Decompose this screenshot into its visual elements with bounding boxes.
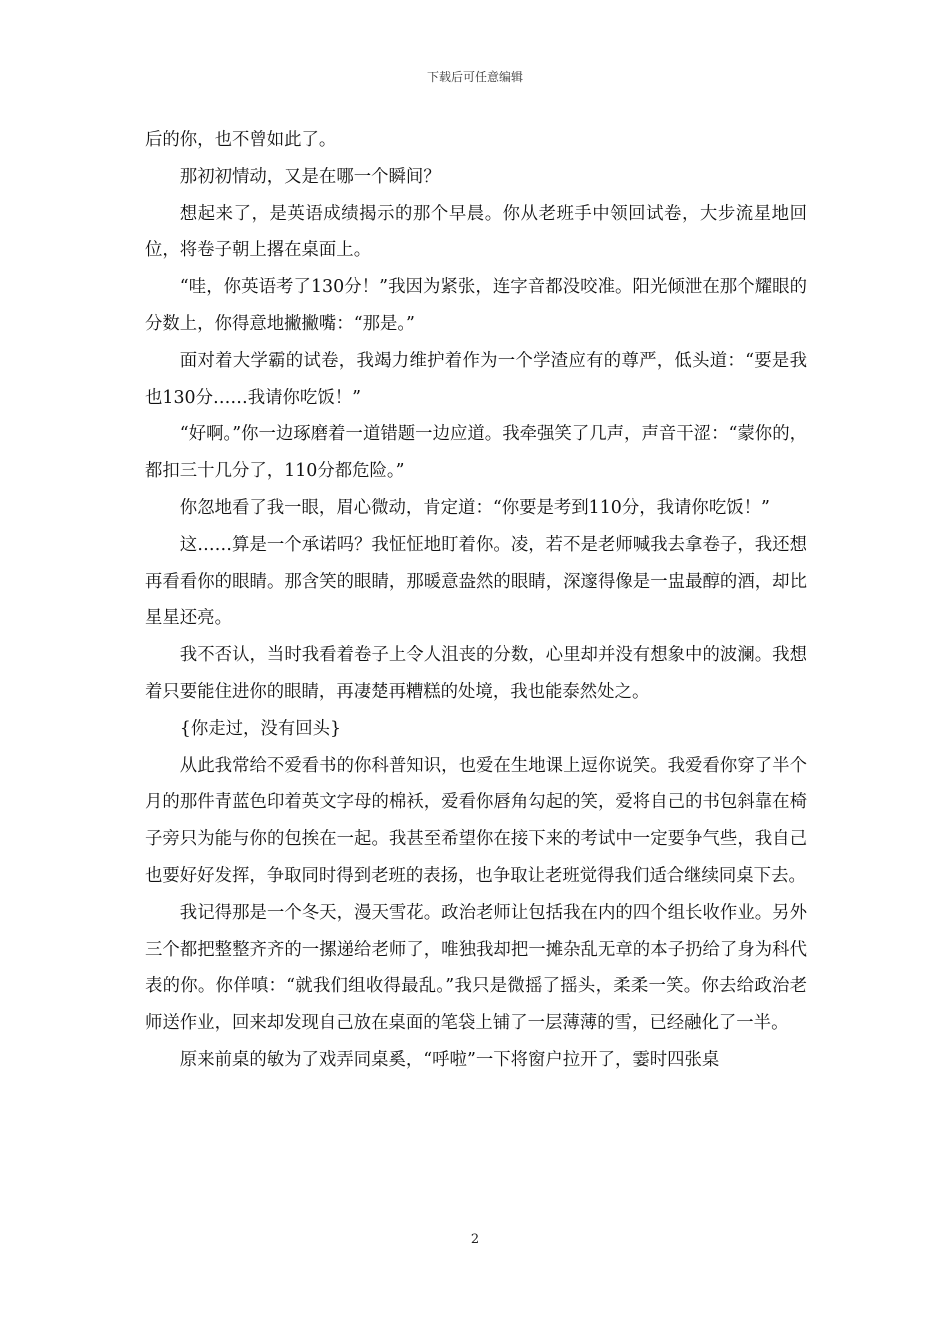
paragraph-6: “好啊。”你一边琢磨着一道错题一边应道。我牵强笑了几声，声音干涩：“蒙你的，都扣三十几分了，110分都危险。” <box>145 424 807 482</box>
paragraph-9: 我不否认，当时我看着卷子上令人沮丧的分数，心里却并没有想象中的波澜。我想着只要能住进你的眼睛，再凄楚再糟糕的处境，我也能泰然处之。 <box>145 645 807 702</box>
page-number: 2 <box>470 1232 480 1247</box>
page-header: 下载后可任意编辑 <box>426 70 523 84</box>
paragraph-11: 我记得那是一个冬天，漫天雪花。政治老师让包括我在内的四个组长收作业。另外三个都把整整齐齐的一摞递给老师了，唯独我却把一摊杂乱无章的本子扔给了身为科代表的你。你佯嗔：“就我们组收得最乱。”我只是微摇了摇头，柔柔一笑。你去给政治老师送作业，回来却发现自己放在桌面的笔袋上铺了一层薄薄的雪，已经融化了一半。 <box>145 902 807 1034</box>
body-text <box>145 122 807 1079</box>
paragraph-3: 想起来了，是英语成绩揭示的那个早晨。你从老班手中领回试卷，大步流星地回位，将卷子朝上撂在桌面上。 <box>145 203 807 261</box>
section-heading: {你走过，没有回头} <box>179 718 342 739</box>
paragraph-8: 这……算是一个承诺吗？我怔怔地盯着你。凌，若不是老师喊我去拿卷子，我还想再看看你的眼睛。那含笑的眼睛，那暖意盎然的眼睛，深邃得像是一盅最醇的酒，却比星星还亮。 <box>145 534 807 629</box>
paragraph-2: 那初初情动，又是在哪一个瞬间？ <box>179 166 441 187</box>
paragraph-7: 你忽地看了我一眼，眉心微动，肯定道：“你要是考到110分，我请你吃饭！” <box>179 497 770 518</box>
paragraph-4: “哇，你英语考了130分！”我因为紧张，连字音都没咬准。阳光倾泄在那个耀眼的分数上，你得意地撇撇嘴：“那是。” <box>145 277 807 334</box>
paragraph-1: 后的你，也不曾如此了。 <box>145 130 337 150</box>
paragraph-5: 面对着大学霸的试卷，我竭力维护着作为一个学渣应有的尊严，低头道：“要是我也130分……我请你吃饭！” <box>145 350 807 408</box>
paragraph-12: 原来前桌的敏为了戏弄同桌奚，“呼啦”一下将窗户拉开了，霎时四张桌 <box>179 1049 720 1070</box>
paragraph-10: 从此我常给不爱看书的你科普知识，也爱在生地课上逗你说笑。我爱看你穿了半个月的那件青蓝色印着英文字母的棉袄，爱看你唇角勾起的笑，爱将自己的书包斜靠在椅子旁只为能与你的包挨在一起。我甚至希望你在接下来的考试中一定要争气些，我自己也要好好发挥，争取同时得到老班的表扬，也争取让老班觉得我们适合继续同桌下去。 <box>145 755 807 886</box>
